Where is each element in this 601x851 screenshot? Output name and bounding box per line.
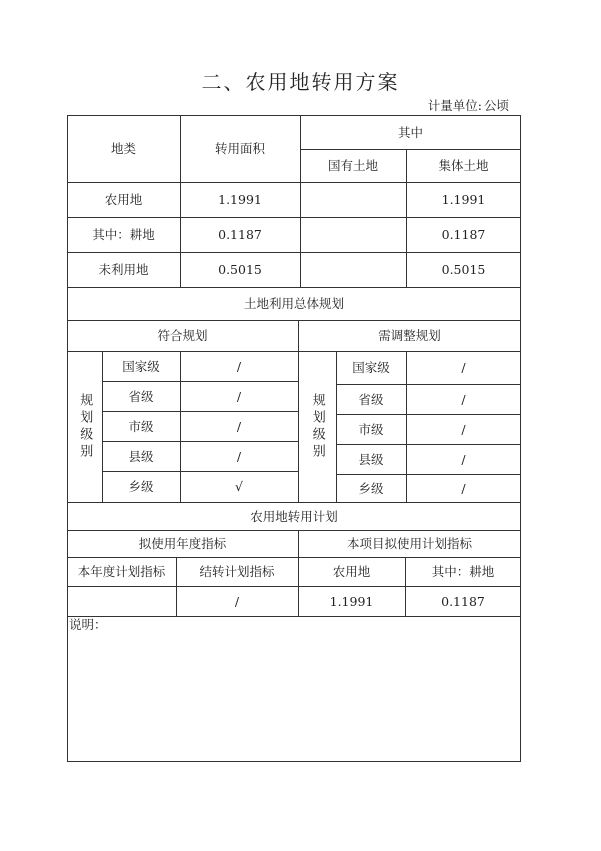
adjust-level-label-text: 规划级别	[309, 392, 325, 461]
header-area: 转用面积	[214, 141, 265, 156]
adjust-level-province: 省级	[358, 391, 384, 407]
conform-level-national: 国家级	[122, 358, 160, 374]
row-farmland-collective: 1.1991	[441, 192, 486, 207]
conform-level-county: 县级	[128, 448, 154, 464]
page-title: 二、农用地转用方案	[201, 70, 400, 94]
adjust-mark-county: /	[461, 451, 466, 467]
row-farmland-state	[300, 182, 406, 217]
row-cultivated-area: 0.1187	[218, 227, 262, 242]
conform-mark-city: /	[236, 418, 242, 434]
row-unused-collective: 0.5015	[441, 262, 486, 277]
row-cultivated-collective: 0.1187	[441, 227, 486, 242]
conform-mark-county: /	[236, 448, 242, 464]
annual-quota-title: 拟使用年度指标	[138, 536, 227, 551]
conform-level-label-text: 规划级别	[77, 392, 93, 461]
row-farmland-area: 1.1991	[218, 192, 262, 207]
conform-plan-title: 符合规划	[157, 328, 208, 343]
adjust-level-county: 县级	[358, 451, 384, 467]
unit-label	[426, 96, 509, 114]
val-this-year-quota	[67, 586, 176, 616]
adjust-level-city: 市级	[358, 421, 384, 437]
row-farmland-type: 农用地	[104, 192, 143, 207]
adjust-mark-township: /	[461, 480, 466, 496]
note-label: 说明：	[69, 617, 107, 632]
adjust-level-township: 乡级	[358, 480, 384, 496]
val-cultivated: 0.1187	[441, 593, 485, 609]
row-cultivated-type: 其中：耕地	[92, 227, 155, 242]
header-land-type: 地类	[110, 141, 136, 156]
header-state-land: 国有土地	[327, 158, 378, 173]
col-farmland: 农用地	[332, 564, 371, 579]
conform-mark-province: /	[236, 388, 242, 404]
conform-level-township: 乡级	[128, 479, 154, 494]
unit-label-text: 计量单位:	[427, 98, 482, 113]
project-quota-title: 本项目拟使用计划指标	[346, 536, 472, 551]
header-of-which: 其中	[397, 124, 423, 140]
conform-level-province: 省级	[128, 388, 154, 404]
col-this-year-quota: 本年度计划指标	[77, 564, 166, 579]
row-unused-state	[300, 252, 406, 287]
row-unused-area: 0.5015	[218, 262, 262, 277]
header-collective-land: 集体土地	[438, 158, 489, 173]
adjust-level-national: 国家级	[352, 360, 390, 375]
val-farmland: 1.1991	[329, 593, 374, 609]
row-cultivated-state	[300, 217, 406, 252]
conform-level-city: 市级	[128, 418, 154, 434]
conform-level-label	[67, 351, 102, 502]
adjust-mark-national: /	[461, 360, 466, 375]
conform-mark-township: √	[235, 479, 243, 494]
adjust-plan-title: 需调整规划	[378, 328, 441, 343]
conversion-section-title: 农用地转用计划	[250, 508, 338, 524]
col-cultivated: 其中：耕地	[431, 564, 495, 579]
adjust-mark-city: /	[461, 421, 466, 437]
row-unused-type: 未利用地	[98, 262, 149, 277]
conform-mark-national: /	[236, 358, 242, 374]
adjust-level-label	[298, 351, 336, 502]
adjust-mark-province: /	[461, 391, 466, 407]
plan-section-title: 土地利用总体规划	[243, 296, 344, 311]
col-carryover-quota: 结转计划指标	[199, 564, 275, 579]
unit-value: 公顷	[483, 98, 509, 113]
val-carryover-quota: /	[234, 593, 240, 609]
